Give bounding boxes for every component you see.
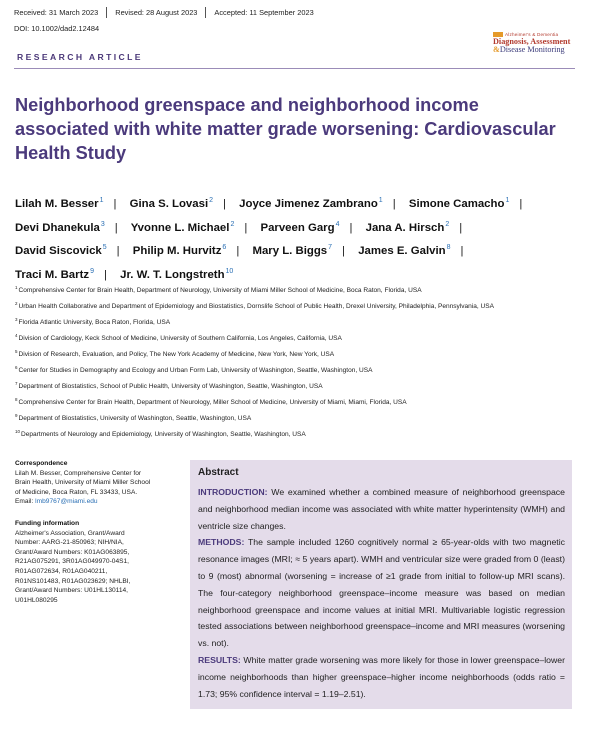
correspondence-line: Brain Health, University of Miami Miller School bbox=[15, 479, 151, 487]
accepted-date: Accepted: 11 September 2023 bbox=[214, 8, 314, 17]
publisher-tag-text: Alzheimer's & Dementia bbox=[505, 32, 559, 37]
author-affiliation-ref[interactable]: 1 bbox=[505, 197, 510, 204]
author-separator: | bbox=[103, 268, 107, 281]
correspondence-email-row bbox=[15, 497, 179, 507]
article-title: Neighborhood greenspace and neighborhood income associated with white matter grade worsening: Cardiovascular Health Study bbox=[15, 95, 556, 163]
affiliation-text: Division of Research, Evaluation, and Policy, The New York Academy of Medicine, New York, New York, USA bbox=[18, 351, 335, 358]
author-name[interactable] bbox=[15, 269, 94, 281]
affiliation-item bbox=[15, 347, 585, 363]
author-affiliation-ref[interactable]: 9 bbox=[90, 267, 94, 275]
author-affiliation-ref[interactable]: 3 bbox=[100, 220, 105, 228]
received-date: Received: 31 March 2023 bbox=[14, 8, 99, 17]
author-name-text: Yvonne L. Michael bbox=[130, 221, 230, 234]
abstract-title: Abstract bbox=[198, 467, 239, 478]
affiliation-item bbox=[15, 283, 585, 299]
correspondence-line: of Medicine, Boca Raton, FL 33433, USA. bbox=[15, 488, 138, 496]
correspondence-line: Lilah M. Besser, Comprehensive Center for bbox=[15, 469, 142, 477]
author-separator: | bbox=[519, 198, 523, 210]
author-name[interactable] bbox=[133, 245, 227, 257]
affiliation-number: 9 bbox=[15, 413, 18, 418]
affiliation-number: 6 bbox=[15, 365, 18, 370]
author-name-text: Devi Dhanekula bbox=[15, 221, 100, 234]
section-text: White matter grade worsening was more likely for those in lower greenspace–lower income neighborhoods than higher greenspace–higher income neighborhoods (odds ratio = 1.73; 95% confidence interval = 1.19–2.51). bbox=[198, 654, 565, 699]
funding-line: Number: AARG-21-850963; NIH/NIA, bbox=[15, 539, 124, 547]
author-list bbox=[15, 191, 575, 285]
section-label: RESULTS: bbox=[198, 654, 241, 665]
author-separator: | bbox=[223, 198, 226, 210]
affiliation-number: 8 bbox=[15, 397, 18, 402]
section-text: The sample included 1260 cognitively normal ≥ 65-year-olds with two magnetic resonance images (MRI; ≈ 5 years apart). WMH and ventricular size were graded from 0 (least) to 9 (most) abnormal (worsening = increase of ≥1 grade from initial to follow-up MRI scans). The four-category neighborhood greenspace–income measure was based on median neighborhood greenspace and income values at initial MRI. Multivariable logistic regression tested associations between neighborhood greenspace–income and MRI measures (worsening vs. not). bbox=[198, 537, 565, 649]
author-affiliation-ref[interactable]: 1 bbox=[378, 197, 383, 204]
affiliation-text: Comprehensive Center for Brain Health, Department of Neurology, University of Miami Miller School of Medicine, Boca Raton, Florida, USA bbox=[18, 287, 422, 294]
author-name-text: Jr. W. T. Longstreth bbox=[120, 268, 225, 281]
affiliation-item bbox=[15, 427, 585, 443]
doi-link[interactable]: DOI: 10.1002/dad2.12484 bbox=[14, 24, 100, 33]
author-name-text: David Siscovick bbox=[15, 245, 102, 257]
journal-name-line2-text: Disease Monitoring bbox=[499, 45, 565, 54]
abstract-results bbox=[198, 652, 565, 702]
funding-heading: Funding information bbox=[15, 519, 80, 527]
affiliation-list bbox=[15, 283, 585, 443]
author-name[interactable] bbox=[358, 245, 450, 257]
revised-date: Revised: 28 August 2023 bbox=[115, 8, 198, 17]
abstract-box bbox=[190, 460, 572, 709]
abstract-methods bbox=[198, 534, 565, 652]
author-affiliation-ref[interactable]: 2 bbox=[209, 197, 214, 204]
author-separator: | bbox=[116, 245, 120, 257]
author-name-text: Mary L. Biggs bbox=[252, 245, 328, 257]
affiliation-number: 10 bbox=[15, 429, 21, 434]
author-name[interactable] bbox=[239, 198, 383, 210]
affiliation-text: Florida Atlantic University, Boca Raton, Florida, USA bbox=[18, 319, 171, 326]
author-separator: | bbox=[113, 198, 117, 210]
author-name-text: Simone Camacho bbox=[408, 198, 505, 210]
author-name[interactable] bbox=[409, 198, 510, 210]
affiliation-number: 4 bbox=[15, 333, 18, 338]
affiliation-text: Center for Studies in Demography and Ecology and Urban Form Lab, University of Washington, Seattle, Washington, USA bbox=[18, 367, 373, 374]
author-affiliation-ref[interactable]: 2 bbox=[445, 220, 450, 228]
author-separator: | bbox=[114, 221, 118, 234]
section-label: METHODS: bbox=[198, 537, 245, 548]
section-text: We examined whether a combined measure of neighborhood greenspace and neighborhood median income was associated with white matter hyperintensity (WMH) and ventricle size changes. bbox=[198, 487, 565, 531]
author-separator: | bbox=[349, 221, 353, 234]
author-name-text: Gina S. Lovasi bbox=[129, 198, 209, 210]
author-name-text: Joyce Jimenez Zambrano bbox=[239, 198, 378, 210]
author-affiliation-ref[interactable]: 10 bbox=[225, 267, 234, 275]
author-separator: | bbox=[342, 245, 346, 257]
affiliation-text: Department of Biostatistics, University of Washington, Seattle, Washington, USA bbox=[18, 415, 252, 422]
author-separator: | bbox=[460, 245, 464, 257]
section-label: INTRODUCTION: bbox=[198, 487, 268, 497]
author-name[interactable] bbox=[15, 222, 105, 234]
affiliation-number: 1 bbox=[15, 285, 18, 290]
funding-line: Grant/Award Numbers: K01AG063895, bbox=[15, 548, 130, 556]
affiliation-item bbox=[15, 411, 585, 427]
journal-amp: & bbox=[493, 45, 500, 54]
affiliation-text: Division of Cardiology, Keck School of Medicine, University of Southern California, Los Angeles, California, USA bbox=[18, 335, 342, 342]
author-affiliation-ref[interactable]: 2 bbox=[230, 220, 235, 228]
author-name-text: Jana A. Hirsch bbox=[365, 221, 445, 234]
author-name-text: Parveen Garg bbox=[260, 221, 335, 234]
author-name[interactable] bbox=[260, 222, 339, 234]
email-link[interactable]: lmb9767@miami.edu bbox=[35, 498, 98, 506]
journal-logo[interactable] bbox=[493, 32, 573, 54]
affiliation-item bbox=[15, 331, 585, 347]
author-separator: | bbox=[459, 221, 463, 234]
author-name[interactable] bbox=[120, 269, 233, 281]
author-name-text: Lilah M. Besser bbox=[15, 198, 99, 210]
author-affiliation-ref[interactable]: 6 bbox=[222, 244, 227, 251]
author-name-text: Philip M. Hurvitz bbox=[132, 245, 222, 257]
affiliation-text: Comprehensive Center for Brain Health, Department of Neurology, Miller School of Medicine, University of Miami, Miami, Florida, USA bbox=[18, 399, 407, 406]
author-name[interactable] bbox=[15, 198, 103, 210]
article-dates bbox=[14, 7, 314, 18]
affiliation-number: 2 bbox=[15, 301, 18, 306]
author-name-text: James E. Galvin bbox=[358, 245, 446, 257]
author-name[interactable] bbox=[130, 198, 213, 210]
affiliation-number: 3 bbox=[15, 317, 18, 322]
affiliation-item bbox=[15, 315, 585, 331]
affiliation-item bbox=[15, 299, 585, 315]
author-separator: | bbox=[392, 198, 396, 210]
sidebar-info bbox=[15, 459, 179, 605]
affiliation-text: Department of Biostatistics, School of Public Health, University of Washington, Seattle, Washington, USA bbox=[18, 383, 323, 390]
correspondence-heading: Correspondence bbox=[15, 460, 68, 467]
article-type: RESEARCH ARTICLE bbox=[17, 52, 143, 62]
email-label: Email: bbox=[15, 498, 34, 506]
journal-name-line1: Diagnosis, Assessment bbox=[493, 37, 571, 46]
funding-line: Grant/Award Numbers: U01HL130114, bbox=[15, 587, 129, 595]
funding-line: R21AG075291, 3R01AG049970-04S1, bbox=[15, 558, 130, 566]
author-name-text: Traci M. Bartz bbox=[15, 268, 90, 281]
author-affiliation-ref[interactable]: 7 bbox=[328, 244, 333, 251]
author-name[interactable] bbox=[252, 245, 332, 257]
author-separator: | bbox=[236, 245, 240, 257]
abstract-introduction bbox=[198, 484, 565, 534]
affiliation-text: Urban Health Collaborative and Department of Epidemiology and Biostatistics, Dornslife School of Public Health, Drexel University, Philadelphia, Pennsylvania, USA bbox=[18, 303, 495, 310]
author-affiliation-ref[interactable]: 1 bbox=[99, 197, 104, 204]
affiliation-number: 7 bbox=[15, 381, 18, 386]
author-name[interactable] bbox=[366, 222, 450, 234]
date-divider bbox=[106, 7, 107, 18]
funding-line: R01AG072634, R01AG040211, bbox=[15, 567, 108, 575]
affiliation-text: Departments of Neurology and Epidemiology, University of Washington, Seattle, Washington, USA bbox=[21, 431, 306, 438]
author-separator: | bbox=[244, 221, 248, 234]
affiliation-item bbox=[15, 379, 585, 395]
affiliation-item bbox=[15, 395, 585, 411]
funding-line: R01NS101483, R01AG023629; NHLBI, bbox=[15, 577, 131, 585]
header-rule bbox=[14, 68, 575, 69]
author-affiliation-ref[interactable]: 4 bbox=[335, 220, 340, 228]
affiliation-number: 5 bbox=[15, 349, 18, 354]
journal-name-line2 bbox=[493, 46, 573, 54]
date-divider bbox=[205, 7, 206, 18]
author-affiliation-ref[interactable]: 8 bbox=[446, 244, 451, 251]
affiliation-item bbox=[15, 363, 585, 379]
author-name[interactable] bbox=[131, 222, 235, 234]
funding-line: Alzheimer's Association, Grant/Award bbox=[15, 529, 125, 537]
author-affiliation-ref[interactable]: 5 bbox=[102, 244, 107, 251]
author-name[interactable] bbox=[15, 245, 107, 257]
funding-line: U01HL080295 bbox=[15, 596, 58, 604]
